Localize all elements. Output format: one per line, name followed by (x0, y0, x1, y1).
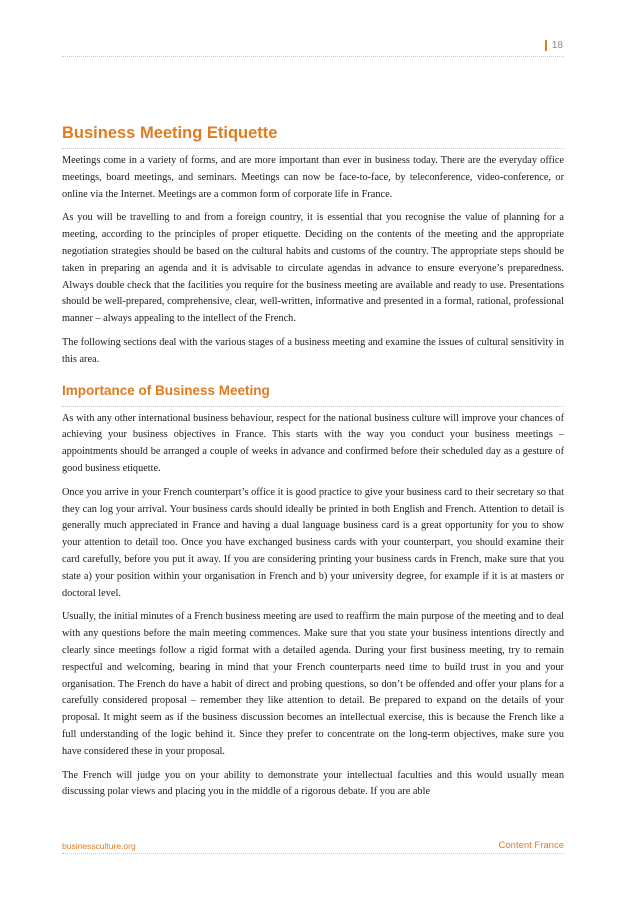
subsection-title-divider (62, 406, 564, 407)
footer-website: businessculture.org (62, 841, 136, 851)
paragraph: As you will be travelling to and from a foreign country, it is essential that you recognise the value of planning for a meeting, according to the principles of proper etiquette. Deciding on the contents of the meeting and the appropriate negotiation strategies should be based on the cultural habits and customs of the country. The appropriate steps should be taken in preparing an agenda and it is advisable to circulate agendas in advance to ensure everyone’s preparedness. Always double check that the facilities you require for the business meeting are available and ready to use. Presentations should be well-prepared, comprehensive, clear, well-written, informative and presented in a formal, rational, professional manner – always appealing to the intellect of the French. (62, 212, 564, 325)
page-content (62, 118, 564, 808)
subsection-title: Importance of Business Meeting (62, 382, 270, 398)
section-title: Business Meeting Etiquette (62, 124, 278, 142)
paragraph: Once you arrive in your French counterpart’s office it is good practice to give your business card to their secretary so that they can log your arrival. Your business cards should ideally be printed in both English and French. Attention to detail is generally much appreciated in France and having a dual language business card is a great opportunity for you to show your attention to detail too. Once you have exchanged business cards with your counterpart, you should examine their card carefully, before you put it away. If you are considering printing your business cards in French, make sure that you state a) your position within your organisation in French and b) your university degree, for example if it is at masters or doctoral level. (62, 486, 564, 599)
header-divider (62, 56, 564, 57)
paragraph: The French will judge you on your ability to demonstrate your intellectual faculties and this would usually mean discussing polar views and placing you in the middle of a rigorous debate. If you are able (62, 769, 564, 798)
page-number: 18 (545, 40, 563, 51)
footer-divider (62, 853, 564, 854)
paragraph: Usually, the initial minutes of a French business meeting are used to reaffirm the main purpose of the meeting and to deal with any questions before the main meeting commences. Make sure that you state your business intentions directly and clearly since meetings follow a rigid format with a detailed agenda. During your first business meeting, try to remain respectful and welcoming, bearing in mind that your French counterparts need time to build trust in you and your organisation. The French do have a habit of direct and probing questions, so don’t be offended and offer your plans for a carefully considered proposal – remember they like attention to detail. Be prepared to expand on the details of your proposal. It might seem as if the business discussion becomes an intellectual exercise, this is because the French like a full understanding of the logic behind it. Since they prefer to concentrate on the long-term objectives, make sure you have considered these in your proposal. (62, 611, 564, 757)
paragraph: As with any other international business behaviour, respect for the national business culture will improve your chances of achieving your business objectives in France. This starts with the way you conduct your business meetings – appointments should be arranged a couple of weeks in advance and confirmed before their scheduled day as a gesture of good business etiquette. (62, 412, 564, 474)
footer-section-label: Content France (498, 840, 564, 851)
section-title-divider (62, 148, 564, 149)
paragraph: The following sections deal with the various stages of a business meeting and examine the issues of cultural sensitivity in this area. (62, 336, 564, 365)
paragraph: Meetings come in a variety of forms, and are more important than ever in business today. There are the everyday office meetings, board meetings, and seminars. Meetings can now be face-to-face, by teleconference, video-conference, or online via the Internet. Meetings are a common form of corporate life in France. (62, 155, 564, 200)
